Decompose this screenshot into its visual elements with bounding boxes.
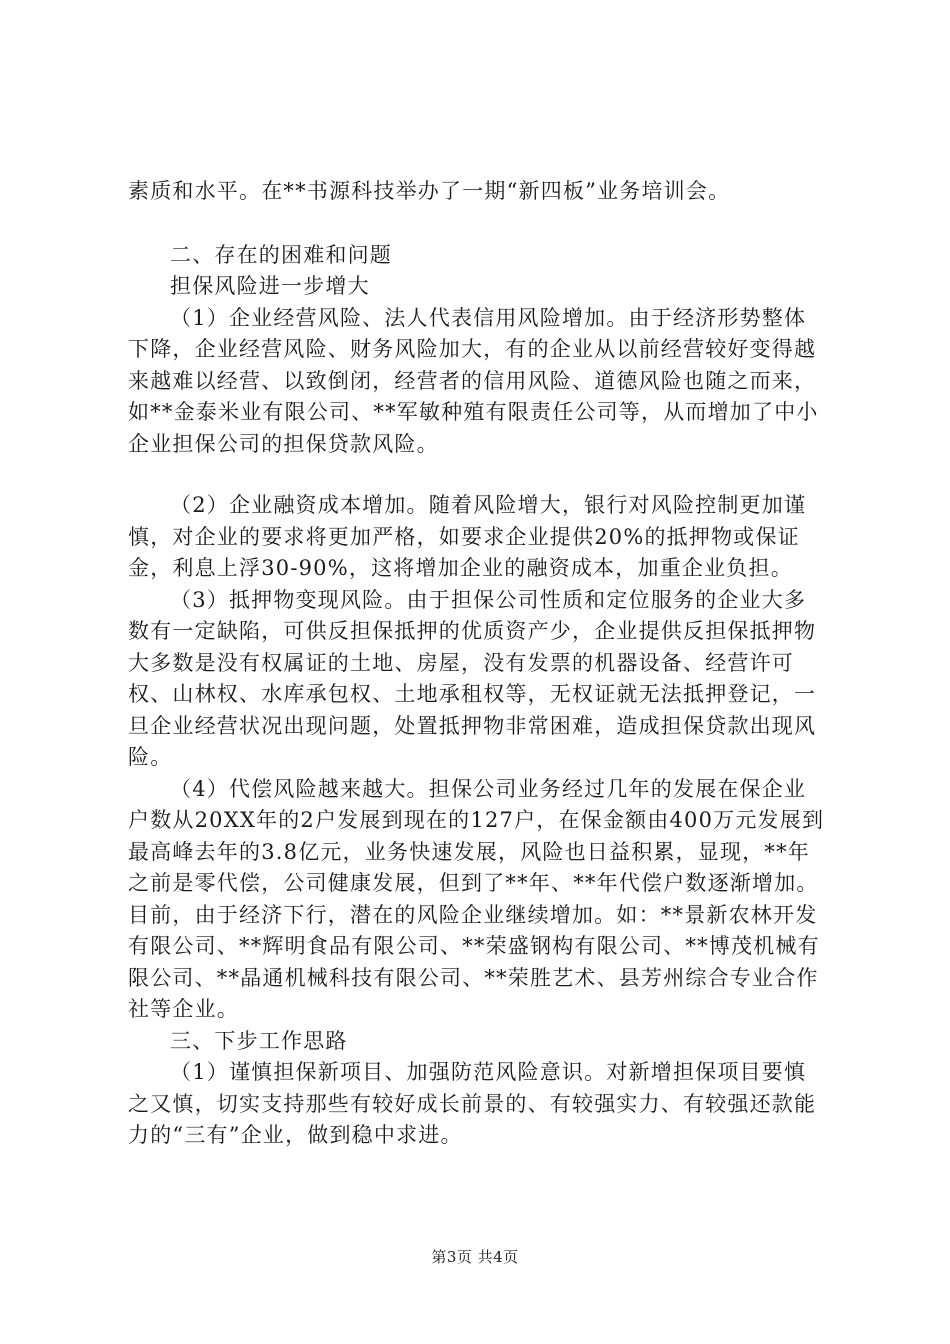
paragraph-continuation: 素质和水平。在**书源科技举办了一期“新四板”业务培训会。 bbox=[128, 179, 731, 203]
paragraph-item-4: （4）代偿风险越来越大。担保公司业务经过几年的发展在保企业户数从20XX年的2户发展到现在的127户，在保金额由400万元发展到最高峰去年的3.8亿元，业务快速发展，风险也日益积累，显现，**年之前是零代偿，公司健康发展，但到了**年、**年代偿户数逐渐增加。目前，由于经济下行，潜在的风险企业继续增加。如：**景新农林开发有限公司、**辉明食品有限公司、**荣盛钢构有限公司、**博茂机械有限公司、**晶通机械科技有限公司、**荣胜艺术、县芳州综合专业合作社等企业。 bbox=[128, 776, 825, 1021]
paragraph-item-3: （3）抵押物变现风险。由于担保公司性质和定位服务的企业大多数有一定缺陷，可供反担保抵押的优质资产少，企业提供反担保抵押物大多数是没有权属证的土地、房屋，没有发票的机器设备、经营许可权、山林权、水库承包权、土地承租权等，无权证就无法抵押登记，一旦企业经营状况出现问题，处置抵押物非常困难，造成担保贷款出现风险。 bbox=[128, 587, 817, 769]
document-body bbox=[128, 176, 828, 1152]
paragraph-item-2: （2）企业融资成本增加。随着风险增大，银行对风险控制更加谨慎，对企业的要求将更加严格，如要求企业提供20%的抵押物或保证金，利息上浮30-90%，这将增加企业的融资成本，加重企业负担。 bbox=[128, 493, 807, 580]
subheading-guarantee-risk: 担保风险进一步增大 bbox=[170, 274, 370, 298]
page-number-footer: 第3页 共4页 bbox=[431, 1248, 519, 1266]
paragraph-next-step-1: （1）谨慎担保新项目、加强防范风险意识。对新增担保项目要慎之又慎，切实支持那些有较好成长前景的、有较强实力、有较强还款能力的“三有”企业，做到稳中求进。 bbox=[128, 1060, 817, 1147]
paragraph-item-1: （1）企业经营风险、法人代表信用风险增加。由于经济形势整体下降，企业经营风险、财务风险加大，有的企业从以前经营较好变得越来越难以经营、以致倒闭，经营者的信用风险、道德风险也随之而来，如**金泰米业有限公司、**军敏种殖有限责任公司等，从而增加了中小企业担保公司的担保贷款风险。 bbox=[128, 305, 819, 456]
section-heading-next-steps: 三、下步工作思路 bbox=[170, 1028, 348, 1053]
section-heading-difficulties: 二、存在的困难和问题 bbox=[170, 242, 392, 267]
